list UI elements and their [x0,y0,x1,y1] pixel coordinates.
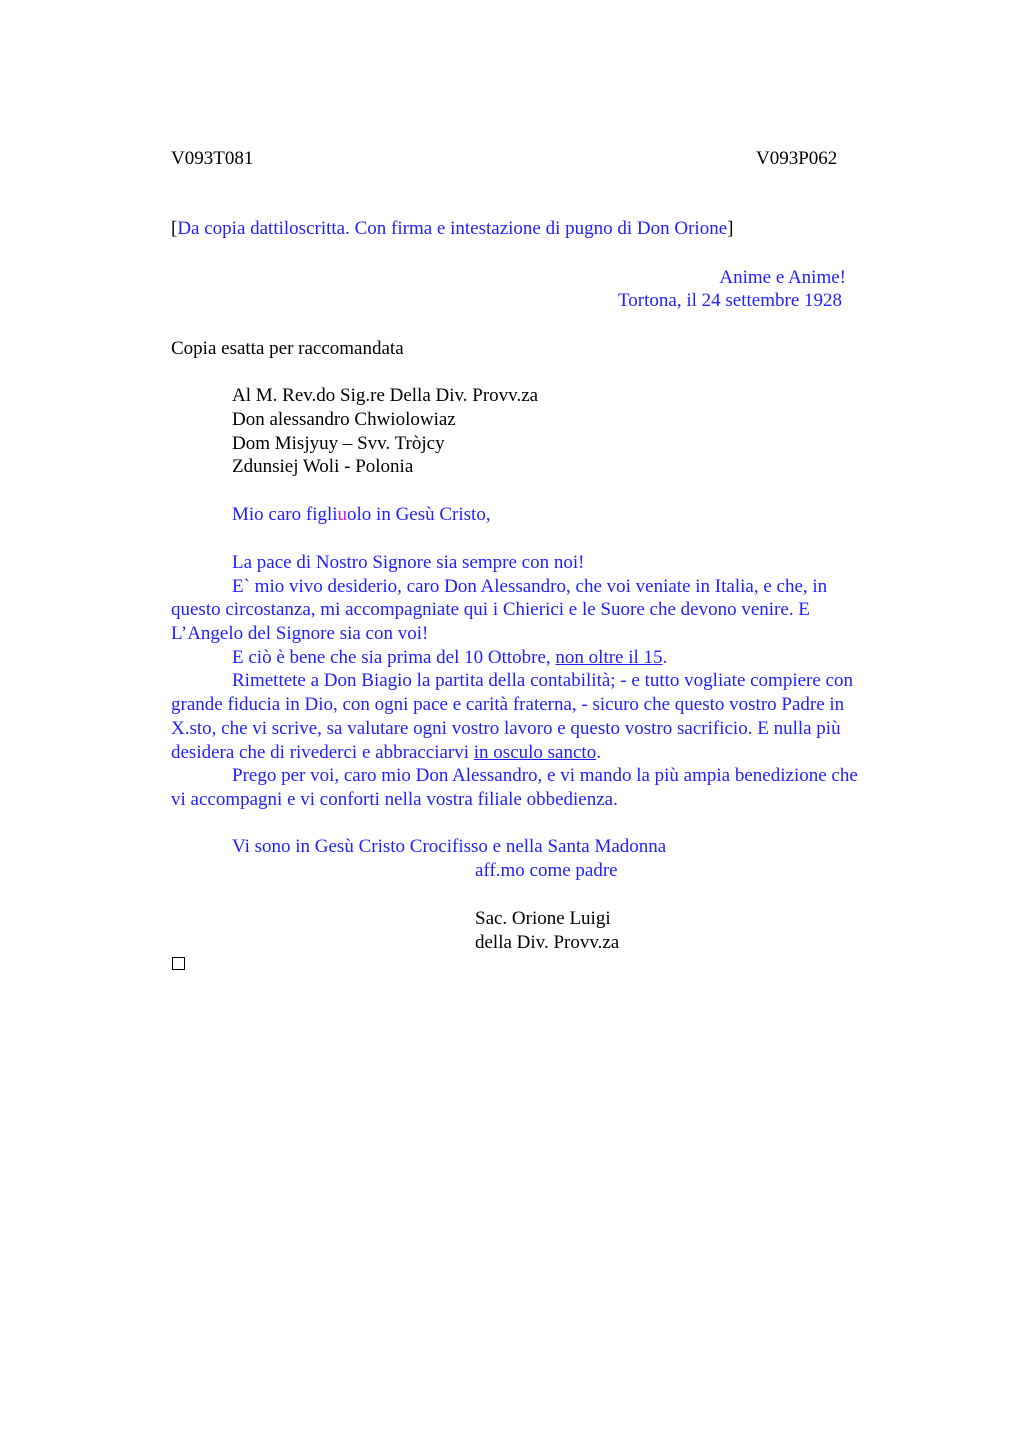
salutation [232,503,491,527]
source-note-close-bracket: ] [727,218,734,239]
body-p1-line-3: L’Angelo del Signore sia con voi! [171,623,429,644]
body-p3-line-2: grande fiducia in Dio, con ogni pace e carità fraterna, - sicuro che questo vostro Padre in [171,694,845,715]
letterhead-motto: Anime e Anime! [719,267,846,288]
body-p2-end: . [662,647,668,668]
source-note-text: Da copia dattiloscritta. Con firma e intestazione di pugno di Don Orione [177,218,728,239]
source-note [171,217,733,241]
body-p3-line-3: X.sto, che vi scrive, sa valutare ogni vostro lavoro e questo vostro sacrificio. E nulla più [171,718,841,739]
address-line-3: Dom Misjyuy – Svv. Tròjcy [232,433,445,454]
body-p2 [232,646,667,670]
closing-line-1: Vi sono in Gesù Cristo Crocifisso e nella Santa Madonna [232,836,667,857]
body-p1-line-2: questo circostanza, mi accompagniate qui i Chierici e le Suore che devono venire. E [171,599,810,620]
copy-note: Copia esatta per raccomandata [171,338,404,359]
address-line-2: Don alessandro Chwiolowiaz [232,409,456,430]
signature-title: della Div. Provv.za [475,932,620,953]
document-code-left: V093T081 [171,148,254,169]
signature-name: Sac. Orione Luigi [475,908,611,929]
body-p1-line-1: E` mio vivo desiderio, caro Don Alessandro, che voi veniate in Italia, e che, in [232,576,828,597]
address-line-1: Al M. Rev.do Sig.re Della Div. Provv.za [232,385,539,406]
end-marker-box-icon [172,957,185,970]
source-note-open-bracket: [ [171,218,178,239]
body-p2-underlined: non oltre il 15 [555,647,663,668]
body-p3-end: . [596,742,601,763]
body-greeting: La pace di Nostro Signore sia sempre con noi! [232,552,585,573]
body-p3-line-4 [171,741,601,765]
body-p3-underlined: in osculo sancto [473,742,597,763]
body-p4-line-2: vi accompagni e vi conforti nella vostra filiale obbedienza. [171,789,618,810]
body-p3-line-1: Rimettete a Don Biagio la partita della contabilità; - e tutto vogliate compiere con [232,670,853,691]
body-p2-text: E ciò è bene che sia prima del 10 Ottobre, [232,647,556,668]
salutation-correction: u [337,504,348,525]
document-code-right: V093P062 [756,148,838,169]
letterhead-place-date: Tortona, il 24 settembre 1928 [618,290,842,311]
body-p4-line-1: Prego per voi, caro mio Don Alessandro, e vi mando la più ampia benedizione che [232,765,858,786]
salutation-part-2: olo in Gesù Cristo, [347,504,491,525]
salutation-part-1: Mio caro figli [232,504,338,525]
body-p3-line-4-text: desidera che di rivederci e abbracciarvi [171,742,474,763]
address-line-4: Zdunsiej Woli - Polonia [232,456,414,477]
closing-line-2: aff.mo come padre [475,860,618,881]
